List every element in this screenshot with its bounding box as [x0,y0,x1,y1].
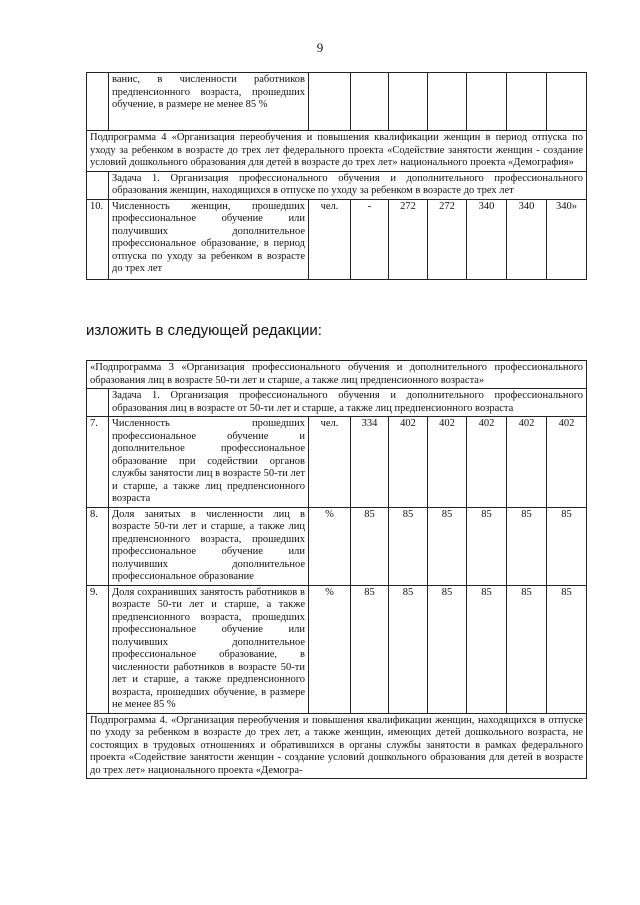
num-cell: 8. [87,507,109,585]
num-cell [87,73,109,131]
value-cell: 85 [351,507,389,585]
value-cell: 85 [547,507,587,585]
value-cell: 85 [547,585,587,713]
table-row [87,507,587,585]
indicator-cell: Численность женщин, прошедших профессиональное обучение или получивших дополнительное профессиональное образование, в период отпуска по уходу за ребенком в возрасте до трех лет [109,199,309,279]
value-cell: 402 [389,417,428,508]
value-cell: 272 [389,199,428,279]
page-number: 9 [316,40,324,55]
value-cell: 85 [428,585,467,713]
value-cell: 85 [467,507,507,585]
lead-text: изложить в следующей редакции: [86,322,322,339]
indicator-cell: Численность прошедших профессиональное обучение и дополнительное профессиональное образование при содействии органов службы занятости лиц в возрасте 50-ти лет и старше, а также лиц предпенсионного возраста [109,417,309,508]
table-row [87,417,587,508]
task-text: Задача 1. Организация профессионального обучения и дополнительного профессионального образования лиц в возрасте от 50-ти лет и старше, а также лиц предпенсионного возраста [109,389,587,417]
table-row [87,585,587,713]
unit-cell: чел. [309,199,351,279]
task-row [87,171,587,199]
task-row [87,389,587,417]
value-cell: 340» [547,199,587,279]
indicator-cell: ванис, в численности работников предпенсионного возраста, прошедших обучение, в размере не менее 85 % [109,73,309,131]
value-cell: 85 [507,585,547,713]
unit-cell: % [309,585,351,713]
num-cell: 9. [87,585,109,713]
value-cell: 340 [507,199,547,279]
value-cell: 85 [351,585,389,713]
bottom-table [86,360,587,779]
subprogram-row [87,713,587,779]
num-cell: 7. [87,417,109,508]
value-cell: 85 [467,585,507,713]
value-cell: 402 [547,417,587,508]
subprogram-title: Подпрограмма 4 «Организация переобучения и повышения квалификации женщин в период отпуска по уходу за ребенком в возрасте до трех лет федерального проекта «Содействие занятости женщин - создание условий дошкольного образования для детей в возрасте до трех лет» национального проекта «Демография» [87,131,587,172]
top-table [86,72,587,280]
value-cell: 402 [428,417,467,508]
task-text: Задача 1. Организация профессионального обучения и дополнительного профессионального образования женщин, находящихся в отпуске по уходу за ребенком в возрасте до трех лет [109,171,587,199]
subprogram-title: «Подпрограмма 3 «Организация профессионального обучения и дополнительного профессионального образования лиц в возрасте 50-ти лет и старше, а также лиц предпенсионного возраста» [87,361,587,389]
value-cell: 85 [507,507,547,585]
table-row [87,199,587,279]
subprogram-row [87,361,587,389]
indicator-cell: Доля сохранивших занятость работников в возрасте 50-ти лет и старше, а также предпенсионного возраста, прошедших профессиональное обучение или получивших дополнительное профессиональное образование, в численности работников в возрасте 50-ти лет и старше, а также предпенсионного возраста, прошедших обучение, в размере не менее 85 % [109,585,309,713]
value-cell: - [351,199,389,279]
value-cell: 334 [351,417,389,508]
indicator-cell: Доля занятых в численности лиц в возрасте 50-ти лет и старше, а также лиц предпенсионного возраста, прошедших профессиональное обучение или получивших дополнительное профессиональное образование [109,507,309,585]
subprogram-row [87,131,587,172]
subprogram4-title: Подпрограмма 4. «Организация переобучения и повышения квалификации женщин, находящихся в отпуске по уходу за ребенком в возрасте до трех лет, а также женщин, имеющих детей дошкольного возраста, не состоящих в трудовых отношениях и обратившихся в органы службы занятости в рамках федерального проекта «Содействие занятости женщин - создание условий дошкольного образования для детей в возрасте до трех лет» национального проекта «Демогра- [87,713,587,779]
value-cell: 402 [467,417,507,508]
value-cell: 340 [467,199,507,279]
value-cell: 85 [428,507,467,585]
value-cell: 272 [428,199,467,279]
value-cell: 85 [389,507,428,585]
num-cell: 10. [87,199,109,279]
value-cell: 85 [389,585,428,713]
unit-cell: % [309,507,351,585]
value-cell: 402 [507,417,547,508]
table-row [87,73,587,131]
unit-cell: чел. [309,417,351,508]
